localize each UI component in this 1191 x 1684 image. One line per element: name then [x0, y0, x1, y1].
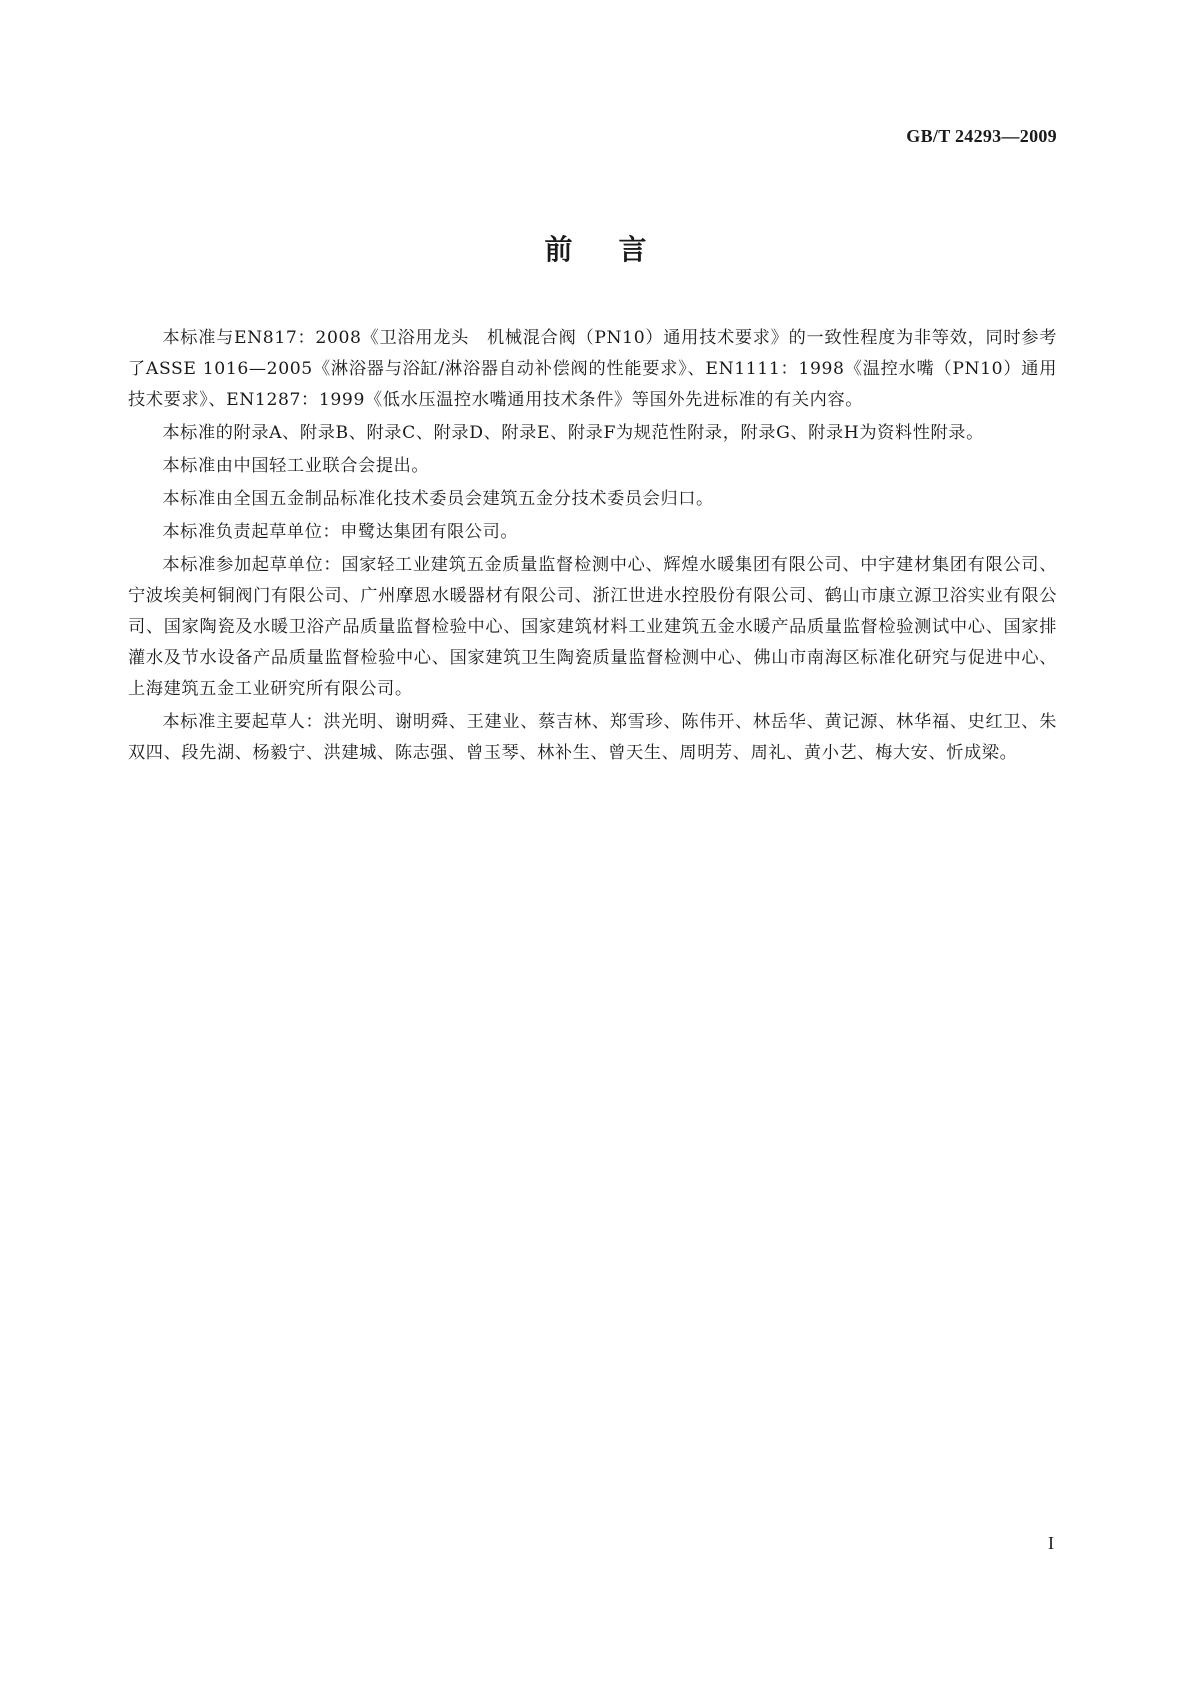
page-number: I — [1048, 1533, 1054, 1553]
paragraph-participating-drafters: 本标准参加起草单位：国家轻工业建筑五金质量监督检测中心、辉煌水暖集团有限公司、中宇建材集团有限公司、宁波埃美柯铜阀门有限公司、广州摩恩水暖器材有限公司、浙江世进水控股份有限公司、鹤山市康立源卫浴实业有限公司、国家陶瓷及水暖卫浴产品质量监督检验中心、国家建筑材料工业建筑五金水暖产品质量监督检验测试中心、国家排灌水及节水设备产品质量监督检验中心、国家建筑卫生陶瓷质量监督检测中心、佛山市南海区标准化研究与促进中心、上海建筑五金工业研究所有限公司。 — [128, 555, 1057, 699]
paragraph-equivalence: 本标准与EN817：2008《卫浴用龙头 机械混合阀（PN10）通用技术要求》的一致性程度为非等效，同时参考了ASSE 1016—2005《淋浴器与浴缸/淋浴器自动补偿阀的性能要求》、EN1111：1998《温控水嘴（PN10）通用技术要求》、EN1287：1999《低水压温控水嘴通用技术条件》等国外先进标准的有关内容。 — [128, 328, 1057, 410]
paragraph-main-drafters: 本标准主要起草人：洪光明、谢明舜、王建业、蔡吉林、郑雪珍、陈伟开、林岳华、黄记源、林华福、史红卫、朱双四、段先湖、杨毅宁、洪建城、陈志强、曾玉琴、林补生、曾天生、周明芳、周礼、黄小艺、梅大安、忻成梁。 — [128, 712, 1057, 763]
paragraph-annexes: 本标准的附录A、附录B、附录C、附录D、附录E、附录F为规范性附录，附录G、附录H为资料性附录。 — [162, 423, 984, 443]
paragraph-centralized-by: 本标准由全国五金制品标准化技术委员会建筑五金分技术委员会归口。 — [162, 489, 714, 509]
standard-number: GB/T 24293—2009 — [906, 126, 1057, 146]
foreword-body — [128, 323, 1057, 771]
paragraph-lead-drafter: 本标准负责起草单位：申鹭达集团有限公司。 — [162, 522, 519, 542]
paragraph-proposer: 本标准由中国轻工业联合会提出。 — [162, 456, 430, 476]
page-title: 前言 — [544, 233, 693, 266]
